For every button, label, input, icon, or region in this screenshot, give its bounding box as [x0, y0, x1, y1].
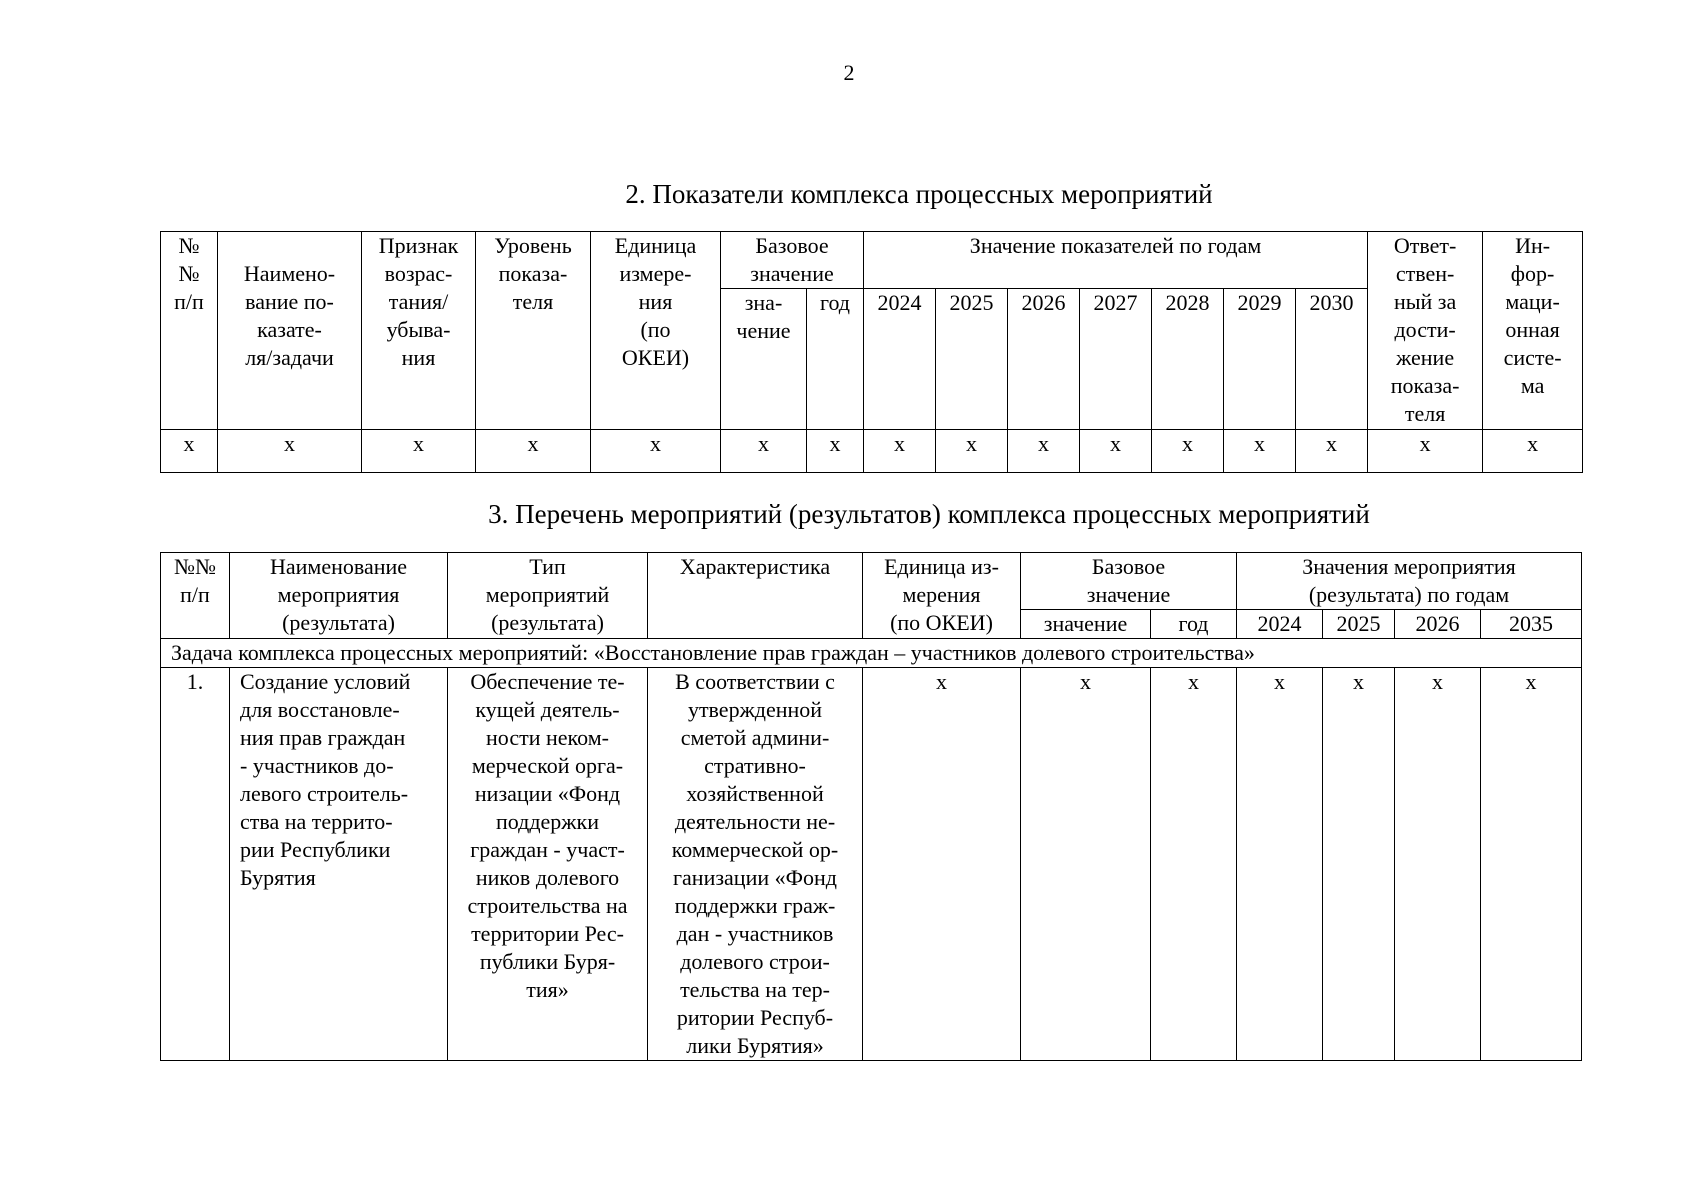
cell: х — [1237, 668, 1323, 1061]
cell: х — [218, 430, 362, 473]
header-year: 2024 — [1237, 610, 1323, 639]
header-info-system: Ин- фор- маци- онная систе- ма — [1483, 232, 1583, 430]
row-characteristic: В соответствии с утвержденной сметой админи- стративно- хозяйственной деятельности не- коммерческой ор- ганизации «Фонд поддержки граж- дан - участников долевого строи- тельства на тер- ритории Респуб- лики Бурятия» — [648, 668, 863, 1061]
row-type: Обеспечение те- кущей деятель- ности неком- мерческой орга- низации «Фонд поддержки граждан - участ- ников долевого строительства на территории Рес- публики Буря- тия» — [448, 668, 648, 1061]
header-name: Наимено- вание по- казате- ля/задачи — [218, 232, 362, 430]
cell: х — [1008, 430, 1080, 473]
header-year: 2029 — [1224, 289, 1296, 430]
cell: х — [807, 430, 864, 473]
header-unit: Единица измере- ния (по ОКЕИ) — [591, 232, 721, 430]
table-row — [161, 668, 1582, 1061]
header-num: № № п/п — [161, 232, 218, 430]
header-base: Базовое значение — [721, 232, 864, 289]
cell: х — [1080, 430, 1152, 473]
header-year: 2024 — [864, 289, 936, 430]
task-row: Задача комплекса процессных мероприятий: «Восстановление прав граждан – участников долевого строительства» — [161, 639, 1582, 668]
cell: х — [1483, 430, 1583, 473]
header-base-value: зна- чение — [721, 289, 807, 430]
header-type: Тип мероприятий (результата) — [448, 553, 648, 639]
header-name: Наименование мероприятия (результата) — [230, 553, 448, 639]
header-base-value: значение — [1021, 610, 1151, 639]
header-base: Базовое значение — [1021, 553, 1237, 610]
header-year: 2026 — [1395, 610, 1481, 639]
cell: х — [863, 668, 1021, 1061]
activities-table — [160, 552, 1582, 1061]
cell: х — [1296, 430, 1368, 473]
header-num: №№ п/п — [161, 553, 230, 639]
cell: х — [1395, 668, 1481, 1061]
cell: х — [476, 430, 591, 473]
header-responsible: Ответ- ствен- ный за дости- жение показа- теля — [1368, 232, 1483, 430]
header-sign: Признак возрас- тания/ убыва- ния — [362, 232, 476, 430]
cell: х — [161, 430, 218, 473]
cell: х — [1021, 668, 1151, 1061]
table3-title: 3. Перечень мероприятий (результатов) комплекса процессных мероприятий — [488, 499, 1370, 529]
header-base-year: год — [807, 289, 864, 430]
header-year: 2035 — [1481, 610, 1582, 639]
cell: х — [1152, 430, 1224, 473]
cell: х — [936, 430, 1008, 473]
cell: х — [864, 430, 936, 473]
table-row — [161, 430, 1583, 473]
indicators-table — [160, 231, 1583, 473]
cell: х — [1224, 430, 1296, 473]
header-year: 2025 — [936, 289, 1008, 430]
cell: х — [1323, 668, 1395, 1061]
cell: х — [1481, 668, 1582, 1061]
header-years-group: Значения мероприятия (результата) по годам — [1237, 553, 1582, 610]
row-name: Создание условий для восстановле- ния прав граждан - участников до- левого строитель- ства на террито- рии Республики Бурятия — [230, 668, 448, 1061]
header-unit: Единица из- мерения (по ОКЕИ) — [863, 553, 1021, 639]
header-year: 2026 — [1008, 289, 1080, 430]
header-year: 2030 — [1296, 289, 1368, 430]
header-characteristic: Характеристика — [648, 553, 863, 639]
header-year: 2028 — [1152, 289, 1224, 430]
row-num: 1. — [161, 668, 230, 1061]
cell: х — [1368, 430, 1483, 473]
cell: х — [362, 430, 476, 473]
cell: х — [591, 430, 721, 473]
header-base-year: год — [1151, 610, 1237, 639]
page-number: 2 — [843, 60, 855, 85]
header-years-group: Значение показателей по годам — [864, 232, 1368, 289]
cell: х — [721, 430, 807, 473]
table2-title: 2. Показатели комплекса процессных мероприятий — [625, 179, 1213, 209]
cell: х — [1151, 668, 1237, 1061]
header-year: 2025 — [1323, 610, 1395, 639]
header-level: Уровень показа- теля — [476, 232, 591, 430]
header-year: 2027 — [1080, 289, 1152, 430]
